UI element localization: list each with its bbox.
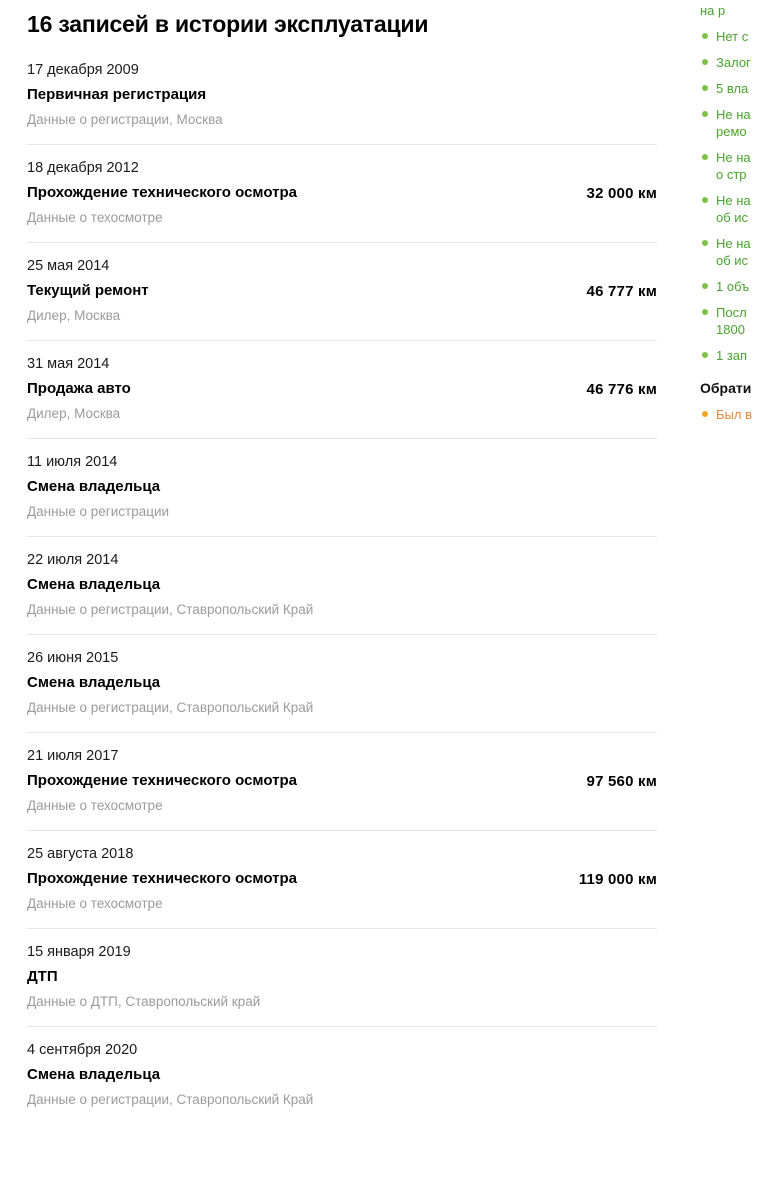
bullet-icon xyxy=(702,111,708,117)
summary-item-line1: Не на xyxy=(716,193,751,208)
item-date: 25 августа 2018 xyxy=(27,845,134,862)
bullet-icon xyxy=(702,59,708,65)
summary-item xyxy=(700,235,772,269)
item-date: 21 июля 2017 xyxy=(27,747,119,764)
item-source: Данные о техосмотре xyxy=(27,895,163,911)
summary-item xyxy=(700,80,772,97)
item-source: Данные о регистрации xyxy=(27,503,170,519)
bullet-icon xyxy=(702,85,708,91)
item-title: Прохождение технического осмотра xyxy=(27,183,297,201)
item-title: Прохождение технического осмотра xyxy=(27,869,297,887)
item-date: 31 мая 2014 xyxy=(27,355,110,372)
item-mileage: 46 776 км xyxy=(586,380,657,398)
item-date: 22 июля 2014 xyxy=(27,551,119,568)
summary-item xyxy=(700,304,772,338)
item-source: Дилер, Москва xyxy=(27,307,121,323)
history-item xyxy=(27,928,657,1026)
summary-item xyxy=(700,54,772,71)
bullet-icon xyxy=(702,411,708,417)
item-date: 15 января 2019 xyxy=(27,943,131,960)
item-title: Смена владельца xyxy=(27,673,161,691)
item-date: 26 июня 2015 xyxy=(27,649,119,666)
item-title: Прохождение технического осмотра xyxy=(27,771,297,789)
summary-item-clipped-top xyxy=(700,2,772,19)
report-summary-column xyxy=(700,0,772,1177)
summary-item-line2: 1800 xyxy=(716,322,745,337)
history-item xyxy=(27,1026,657,1124)
summary-item-line1: Не на xyxy=(716,236,751,251)
summary-item xyxy=(700,192,772,226)
summary-item-line1: 1 объ xyxy=(716,279,750,294)
item-source: Данные о регистрации, Ставропольский Край xyxy=(27,601,314,617)
summary-item-line2: ремо xyxy=(716,124,747,139)
history-item xyxy=(27,634,657,732)
history-item xyxy=(27,536,657,634)
bullet-icon xyxy=(702,309,708,315)
item-title: Текущий ремонт xyxy=(27,281,149,299)
item-title: Первичная регистрация xyxy=(27,85,207,103)
item-title: Смена владельца xyxy=(27,575,161,593)
history-item xyxy=(27,144,657,242)
summary-item xyxy=(700,106,772,140)
summary-clipped-text: на р xyxy=(700,3,726,18)
summary-item-line1: Не на xyxy=(716,107,751,122)
bullet-icon xyxy=(702,240,708,246)
summary-item-line1: Нет с xyxy=(716,29,749,44)
attention-list xyxy=(700,406,772,423)
item-date: 17 декабря 2009 xyxy=(27,61,139,78)
item-mileage: 119 000 км xyxy=(578,870,657,888)
item-title: Смена владельца xyxy=(27,477,161,495)
summary-item-line2: об ис xyxy=(716,253,749,268)
item-source: Данные о техосмотре xyxy=(27,209,163,225)
bullet-icon xyxy=(702,197,708,203)
summary-item xyxy=(700,278,772,295)
item-date: 11 июля 2014 xyxy=(27,453,118,470)
attention-item xyxy=(700,406,772,423)
item-title: Смена владельца xyxy=(27,1065,161,1083)
summary-item-line1: Посл xyxy=(716,305,747,320)
summary-item xyxy=(700,347,772,364)
page-title: 16 записей в истории эксплуатации xyxy=(27,11,429,37)
item-source: Данные о техосмотре xyxy=(27,797,163,813)
item-title: Продажа авто xyxy=(27,379,131,397)
item-mileage: 46 777 км xyxy=(586,282,657,300)
summary-list xyxy=(700,28,772,364)
summary-item xyxy=(700,149,772,183)
bullet-icon xyxy=(702,33,708,39)
item-source: Данные о регистрации, Москва xyxy=(27,111,223,127)
history-item xyxy=(27,732,657,830)
summary-item-line1: Залог xyxy=(716,55,751,70)
summary-item-line1: Не на xyxy=(716,150,751,165)
history-item xyxy=(27,57,657,144)
item-title: ДТП xyxy=(27,967,58,985)
attention-heading: Обрати xyxy=(700,380,752,396)
item-date: 18 декабря 2012 xyxy=(27,159,139,176)
summary-item-line2: о стр xyxy=(716,167,747,182)
item-date: 4 сентября 2020 xyxy=(27,1041,138,1058)
history-item xyxy=(27,340,657,438)
item-mileage: 32 000 км xyxy=(586,184,657,202)
history-item xyxy=(27,830,657,928)
item-mileage: 97 560 км xyxy=(586,772,657,790)
bullet-icon xyxy=(702,283,708,289)
summary-item-line1: 5 вла xyxy=(716,81,749,96)
item-source: Данные о ДТП, Ставропольский край xyxy=(27,993,261,1009)
attention-item-line1: Был в xyxy=(716,407,752,422)
item-source: Дилер, Москва xyxy=(27,405,121,421)
summary-item-line1: 1 зап xyxy=(716,348,748,363)
bullet-icon xyxy=(702,352,708,358)
bullet-icon xyxy=(702,154,708,160)
item-date: 25 мая 2014 xyxy=(27,257,110,274)
operation-history-list xyxy=(27,57,657,1124)
item-source: Данные о регистрации, Ставропольский Край xyxy=(27,699,314,715)
history-item xyxy=(27,438,657,536)
summary-item xyxy=(700,28,772,45)
history-item xyxy=(27,242,657,340)
summary-item-line2: об ис xyxy=(716,210,749,225)
item-source: Данные о регистрации, Ставропольский Край xyxy=(27,1091,314,1107)
